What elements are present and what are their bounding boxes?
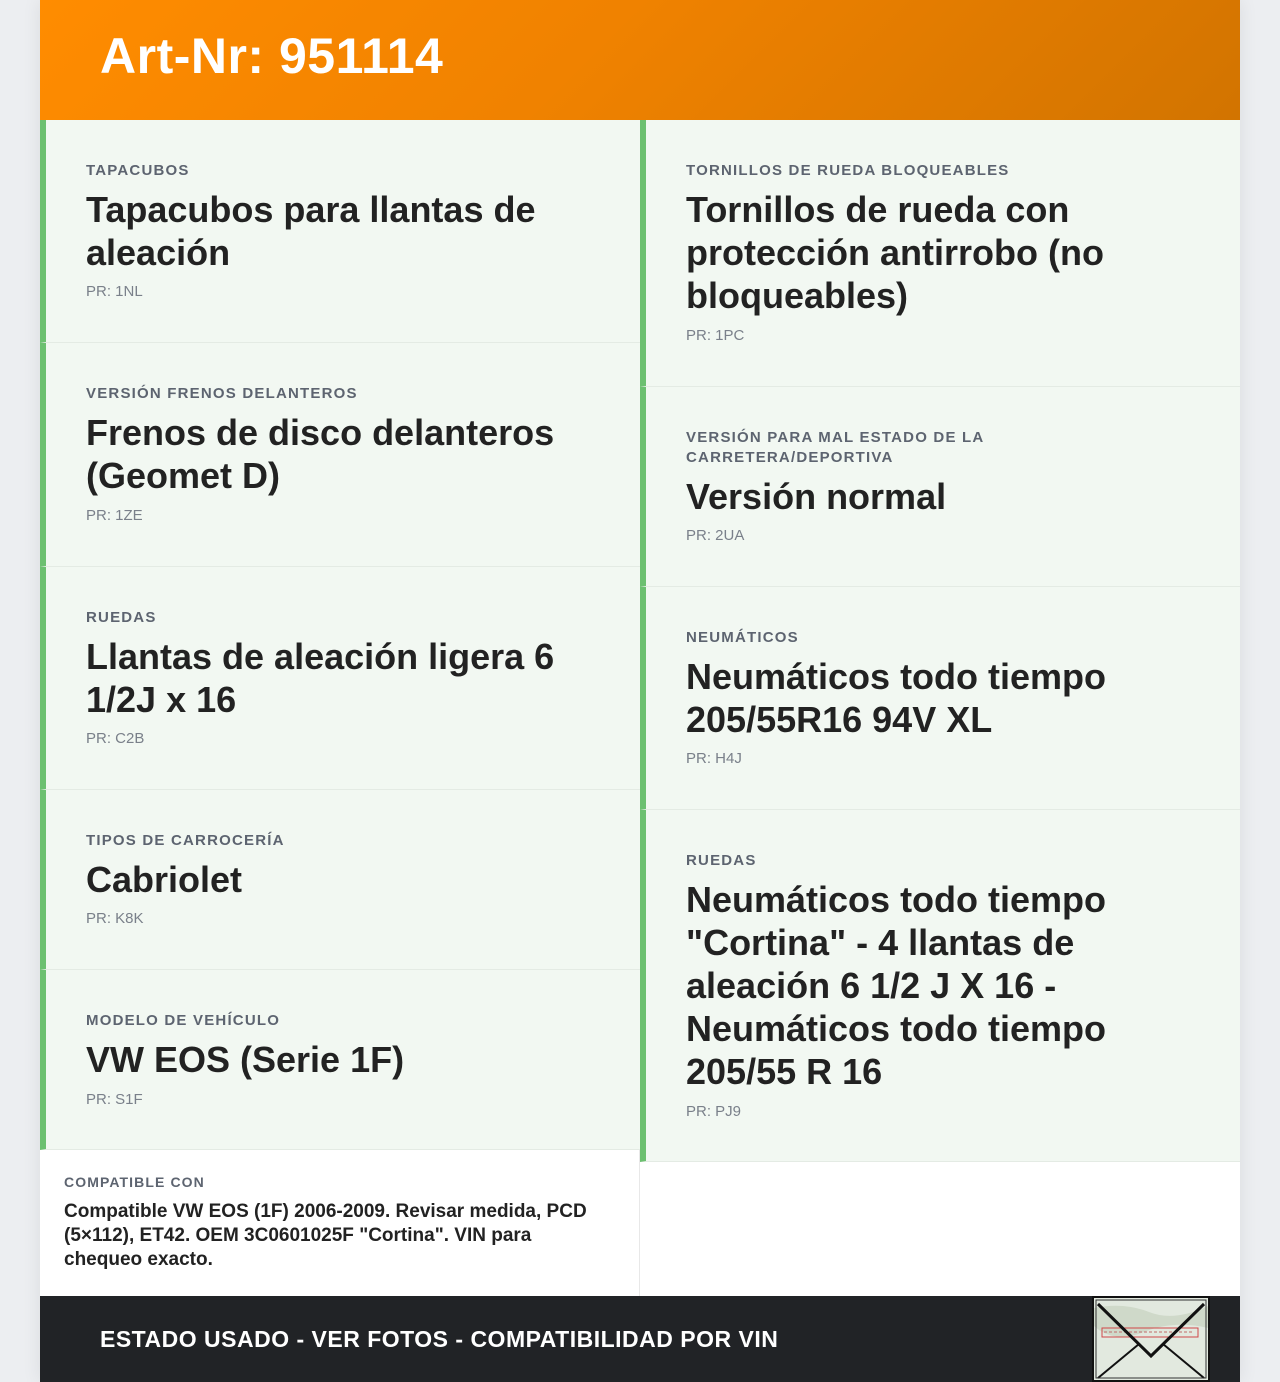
spec-pr-code: PR: 1NL — [86, 283, 143, 300]
spec-pr-code: PR: PJ9 — [686, 1103, 742, 1120]
spec-category: TIPOS DE CARROCERÍA — [86, 832, 285, 849]
spec-category: VERSIÓN FRENOS DELANTEROS — [86, 385, 358, 402]
spec-value: Cabriolet — [86, 859, 243, 900]
compatibility-section — [40, 1150, 640, 1296]
spec-category: RUEDAS — [86, 609, 157, 626]
envelope-photo-graphic — [1094, 1298, 1208, 1380]
spec-value: Llantas de aleación ligera 6 1/2J x 16 — [86, 636, 555, 720]
spec-pr-code: PR: C2B — [86, 730, 145, 747]
spec-card — [640, 810, 1240, 1162]
spec-category: RUEDAS — [686, 852, 757, 869]
spec-category: VERSIÓN PARA MAL ESTADO DE LA CARRETERA/DEPORTIVA — [686, 429, 984, 466]
condition-status: ESTADO USADO - VER FOTOS - COMPATIBILIDAD POR VIN — [100, 1326, 779, 1352]
page-footer — [40, 1296, 1240, 1382]
spec-card — [640, 120, 1240, 387]
page-header — [40, 0, 1240, 120]
spec-card — [640, 387, 1240, 587]
compatibility-text: Compatible VW EOS (1F) 2006-2009. Revisar medida, PCD (5×112), ET42. OEM 3C0601025F "Cortina". VIN para chequeo exacto. — [64, 1201, 587, 1270]
spec-category: MODELO DE VEHÍCULO — [86, 1012, 281, 1029]
spec-pr-code: PR: 1ZE — [86, 507, 143, 524]
spec-value: Tapacubos para llantas de aleación — [86, 189, 536, 273]
spec-value: Neumáticos todo tiempo "Cortina" - 4 llantas de aleación 6 1/2 J X 16 - Neumáticos todo tiempo 205/55 R 16 — [686, 879, 1107, 1092]
spec-value: VW EOS (Serie 1F) — [86, 1039, 405, 1080]
envelope-photo-icon[interactable] — [1092, 1296, 1210, 1382]
spec-pr-code: PR: H4J — [686, 750, 742, 767]
product-sheet — [40, 0, 1240, 1382]
spec-card — [40, 790, 640, 970]
spec-value: Frenos de disco delanteros (Geomet D) — [86, 412, 555, 496]
spec-category: TAPACUBOS — [86, 162, 190, 179]
spec-value: Tornillos de rueda con protección antirrobo (no bloqueables) — [686, 189, 1104, 316]
compatibility-label: COMPATIBLE CON — [64, 1174, 205, 1190]
spec-value: Neumáticos todo tiempo 205/55R16 94V XL — [686, 656, 1107, 740]
spec-category: TORNILLOS DE RUEDA BLOQUEABLES — [686, 162, 1010, 179]
spec-pr-code: PR: S1F — [86, 1091, 143, 1108]
spec-card — [640, 587, 1240, 810]
spec-card — [40, 567, 640, 790]
spec-card — [40, 120, 640, 343]
page-title: Art-Nr: 951114 — [100, 28, 444, 84]
spec-card — [40, 970, 640, 1150]
spec-category: NEUMÁTICOS — [686, 629, 799, 646]
spec-card — [40, 343, 640, 567]
spec-value: Versión normal — [686, 476, 947, 517]
spec-pr-code: PR: K8K — [86, 910, 144, 927]
spec-pr-code: PR: 1PC — [686, 327, 745, 344]
spec-pr-code: PR: 2UA — [686, 527, 745, 544]
